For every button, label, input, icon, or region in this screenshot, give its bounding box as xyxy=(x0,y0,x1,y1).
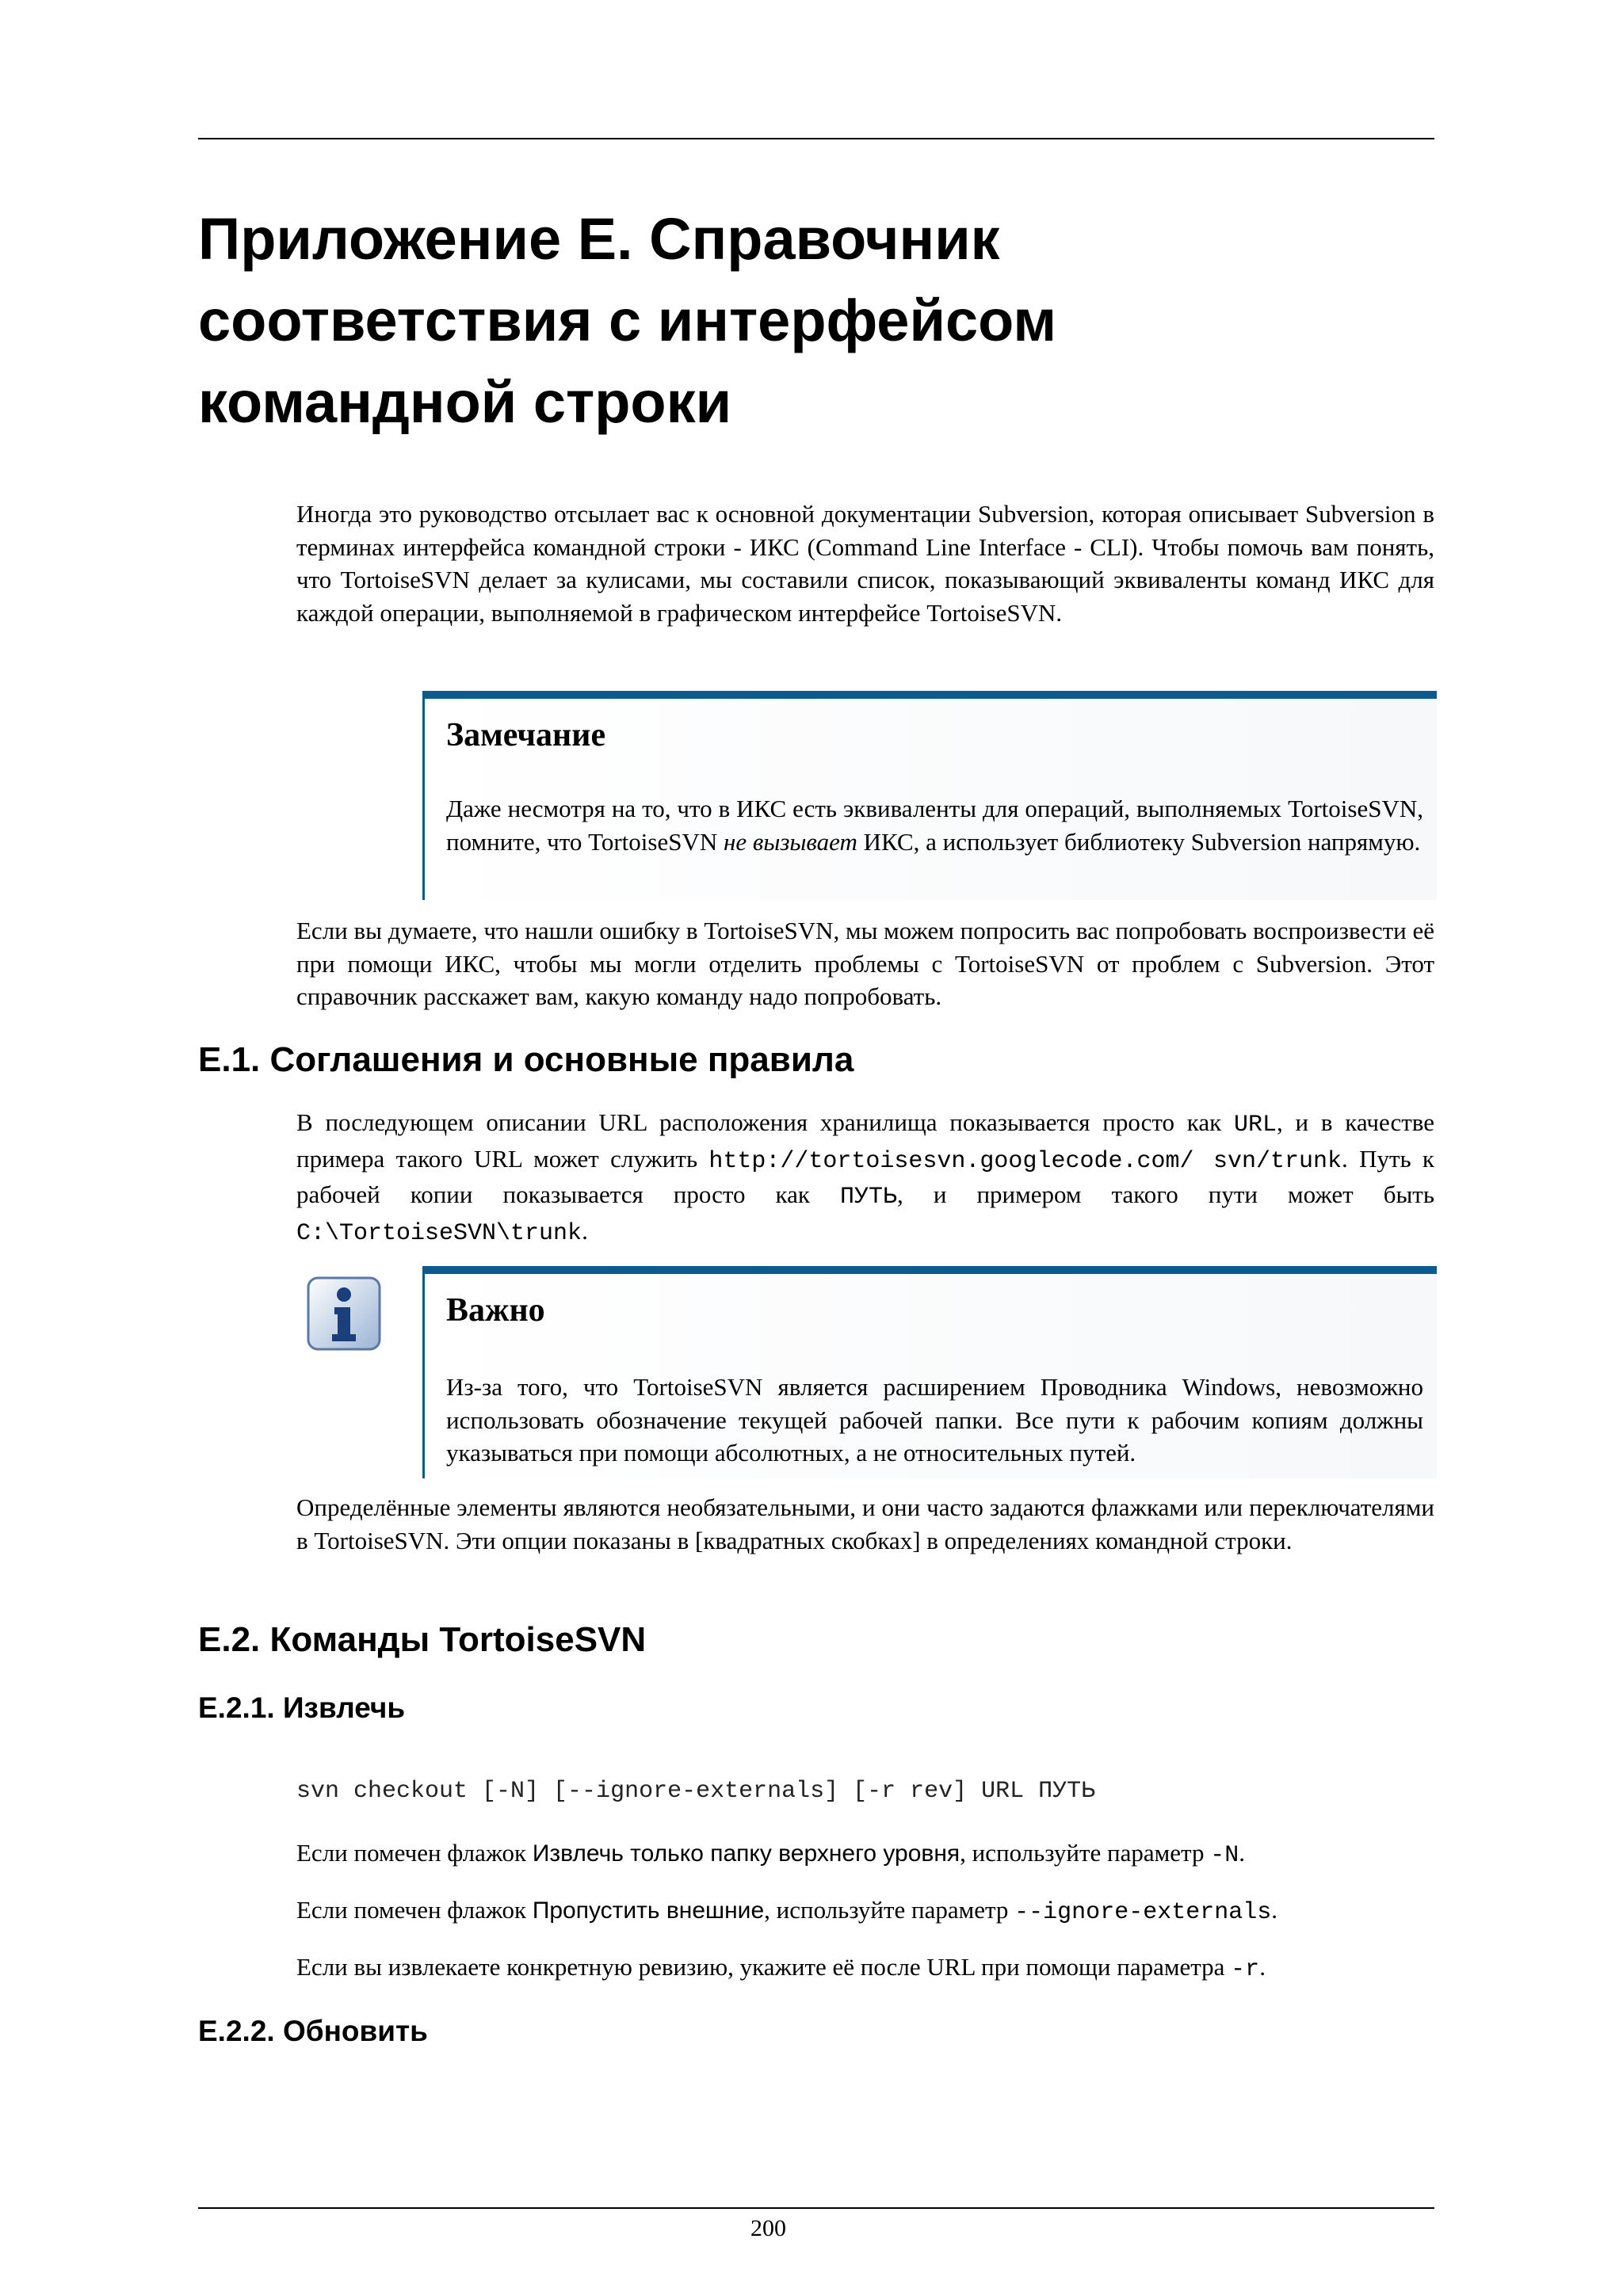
option-revision-end: . xyxy=(1259,1953,1266,1981)
note-title: Замечание xyxy=(446,717,606,753)
url-code: URL xyxy=(1233,1112,1277,1138)
optional-elements-paragraph: Определённые элементы являются необязательными, и они часто задаются флажками или переключателями в TortoiseSVN. Эти опции показаны в [квадратных скобках] в определениях командной строки. xyxy=(296,1493,1434,1554)
checkout-command: svn checkout [-N] [--ignore-externals] [-r rev] URL ПУТЬ xyxy=(296,1778,1096,1805)
intro-paragraph: Иногда это руководство отсылает вас к основной документации Subversion, которая описывает Subversion в терминах интерфейса командной строки - ИКС (Command Line Interface - CLI). Чтобы помочь вам понять, что TortoiseSVN делает за кулисами, мы составили список, показывающий эквиваленты команд ИКС для каждой операции, выполняемой в графическом интерфейсе TortoiseSVN. xyxy=(296,500,1434,627)
checkout-option-n xyxy=(296,1836,1434,1873)
chapter-title-line-3: командной строки xyxy=(198,369,732,435)
conventions-text-4: , и примером такого пути может быть xyxy=(897,1180,1434,1208)
chapter-title-line-2: соответствия с интерфейсом xyxy=(198,288,1057,353)
important-title: Важно xyxy=(446,1292,545,1329)
option-externals-text: Если помечен флажок xyxy=(296,1896,533,1924)
option-n-end: . xyxy=(1239,1839,1245,1867)
note-body-end: ИКС, а использует библиотеку Subversion напрямую. xyxy=(857,827,1421,856)
option-revision-text: Если вы извлекаете конкретную ревизию, укажите её после URL при помощи параметра xyxy=(296,1953,1232,1981)
note-box xyxy=(422,691,1437,900)
option-revision-code: -r xyxy=(1231,1956,1260,1983)
section-e1-title: E.1. Соглашения и основные правила xyxy=(198,1040,854,1079)
option-externals-text-2: , используйте параметр xyxy=(764,1896,1015,1924)
chapter-title-line-1: Приложение E. Справочник xyxy=(198,206,1000,272)
checkout-option-externals xyxy=(296,1894,1434,1930)
footer-rule xyxy=(198,2207,1434,2209)
example-path-code: C:\TortoiseSVN\trunk xyxy=(296,1219,582,1247)
important-body: Из-за того, что TortoiseSVN является расширением Проводника Windows, невозможно использовать обозначение текущей рабочей папки. Все пути к рабочим копиям должны указываться при помощи абсолютных, а не относительных путей. xyxy=(446,1373,1423,1466)
conventions-paragraph xyxy=(296,1106,1434,1250)
subsection-update-title: E.2.2. Обновить xyxy=(198,2015,428,2047)
top-folder-only-label: Извлечь только папку верхнего уровня xyxy=(532,1840,960,1867)
page-number: 200 xyxy=(750,2215,786,2241)
important-box xyxy=(422,1266,1437,1478)
checkout-option-revision xyxy=(296,1951,1434,1987)
option-n-text-2: , используйте параметр xyxy=(960,1839,1211,1867)
header-rule xyxy=(198,138,1434,139)
subsection-checkout-title: E.2.1. Извлечь xyxy=(198,1691,406,1724)
conventions-text-1: В последующем описании URL расположения хранилища показывается просто как xyxy=(296,1108,1234,1136)
path-code: ПУТЬ xyxy=(840,1184,898,1211)
chapter-title xyxy=(198,198,1434,443)
bug-paragraph: Если вы думаете, что нашли ошибку в TortoiseSVN, мы можем попросить вас попробовать воспроизвести её при помощи ИКС, чтобы мы могли отделить проблемы с TortoiseSVN от проблем с Subversion. Этот справочник расскажет вам, какую команду надо попробовать. xyxy=(296,917,1434,1010)
conventions-text-5: . xyxy=(582,1216,588,1245)
omit-externals-label: Пропустить внешние xyxy=(532,1897,765,1924)
option-n-text: Если помечен флажок xyxy=(296,1839,533,1867)
example-url-code: http://tortoisesvn.googlecode.com/ svn/trunk xyxy=(708,1147,1342,1175)
option-externals-end: . xyxy=(1271,1896,1277,1924)
note-body xyxy=(446,792,1423,858)
option-externals-code: --ignore-externals xyxy=(1014,1899,1272,1926)
section-e2-title: E.2. Команды TortoiseSVN xyxy=(198,1620,647,1659)
note-emphasis: не вызывает xyxy=(724,827,857,856)
conventions-text-3: . Путь к рабочей копии показывается просто как xyxy=(296,1144,1434,1208)
conventions-text-2: , и в качестве примера такого URL может служить xyxy=(296,1108,1434,1173)
info-icon xyxy=(306,1276,382,1352)
note-body-start: Даже несмотря на то, что в ИКС есть эквиваленты для операций, выполняемых TortoiseSVN, помните, что TortoiseSVN xyxy=(446,795,1423,856)
option-n-code: -N xyxy=(1210,1842,1239,1869)
